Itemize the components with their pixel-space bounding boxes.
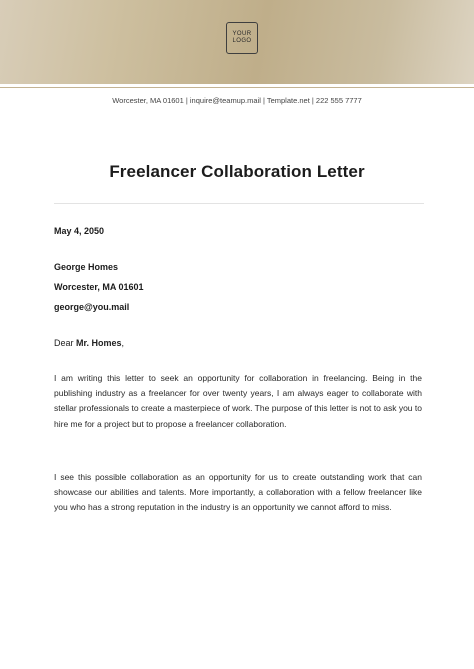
contact-info: Worcester, MA 01601 | inquire@teamup.mail | Template.net | 222 555 7777: [112, 96, 362, 105]
salutation-name: Mr. Homes: [76, 338, 122, 348]
salutation-prefix: Dear: [54, 338, 77, 348]
body-paragraph-1: I am writing this letter to seek an opportunity for collaboration in freelancing. Being in the publishing industry as a freelancer for over twenty years, I am always eager to collaborate with stellar professionals to create a masterpiece of work. The purpose of this letter is not to ask you to hire me for a project but to propose a freelancer collaboration.: [54, 373, 422, 429]
salutation-suffix: ,: [121, 338, 125, 348]
logo-text-line1: YOUR: [232, 31, 252, 37]
recipient-name: George Homes: [54, 262, 119, 272]
recipient-address: Worcester, MA 01601: [54, 282, 144, 292]
logo-placeholder: [226, 22, 258, 54]
banner-divider: [0, 87, 474, 88]
salutation: [54, 338, 124, 348]
logo-text-line2: LOGO: [232, 38, 252, 44]
title-divider: [54, 203, 424, 204]
body-paragraph-2: I see this possible collaboration as an opportunity for us to create outstanding work that can showcase our abilities and talents. More importantly, a collaboration with a fellow freelancer like you who has a strong reputation in the industry is an opportunity we cannot afford to miss.: [54, 472, 422, 513]
recipient-email: george@you.mail: [54, 302, 130, 312]
letter-title: Freelancer Collaboration Letter: [109, 162, 365, 181]
header-banner: [0, 0, 474, 84]
letter-date: May 4, 2050: [54, 226, 105, 236]
